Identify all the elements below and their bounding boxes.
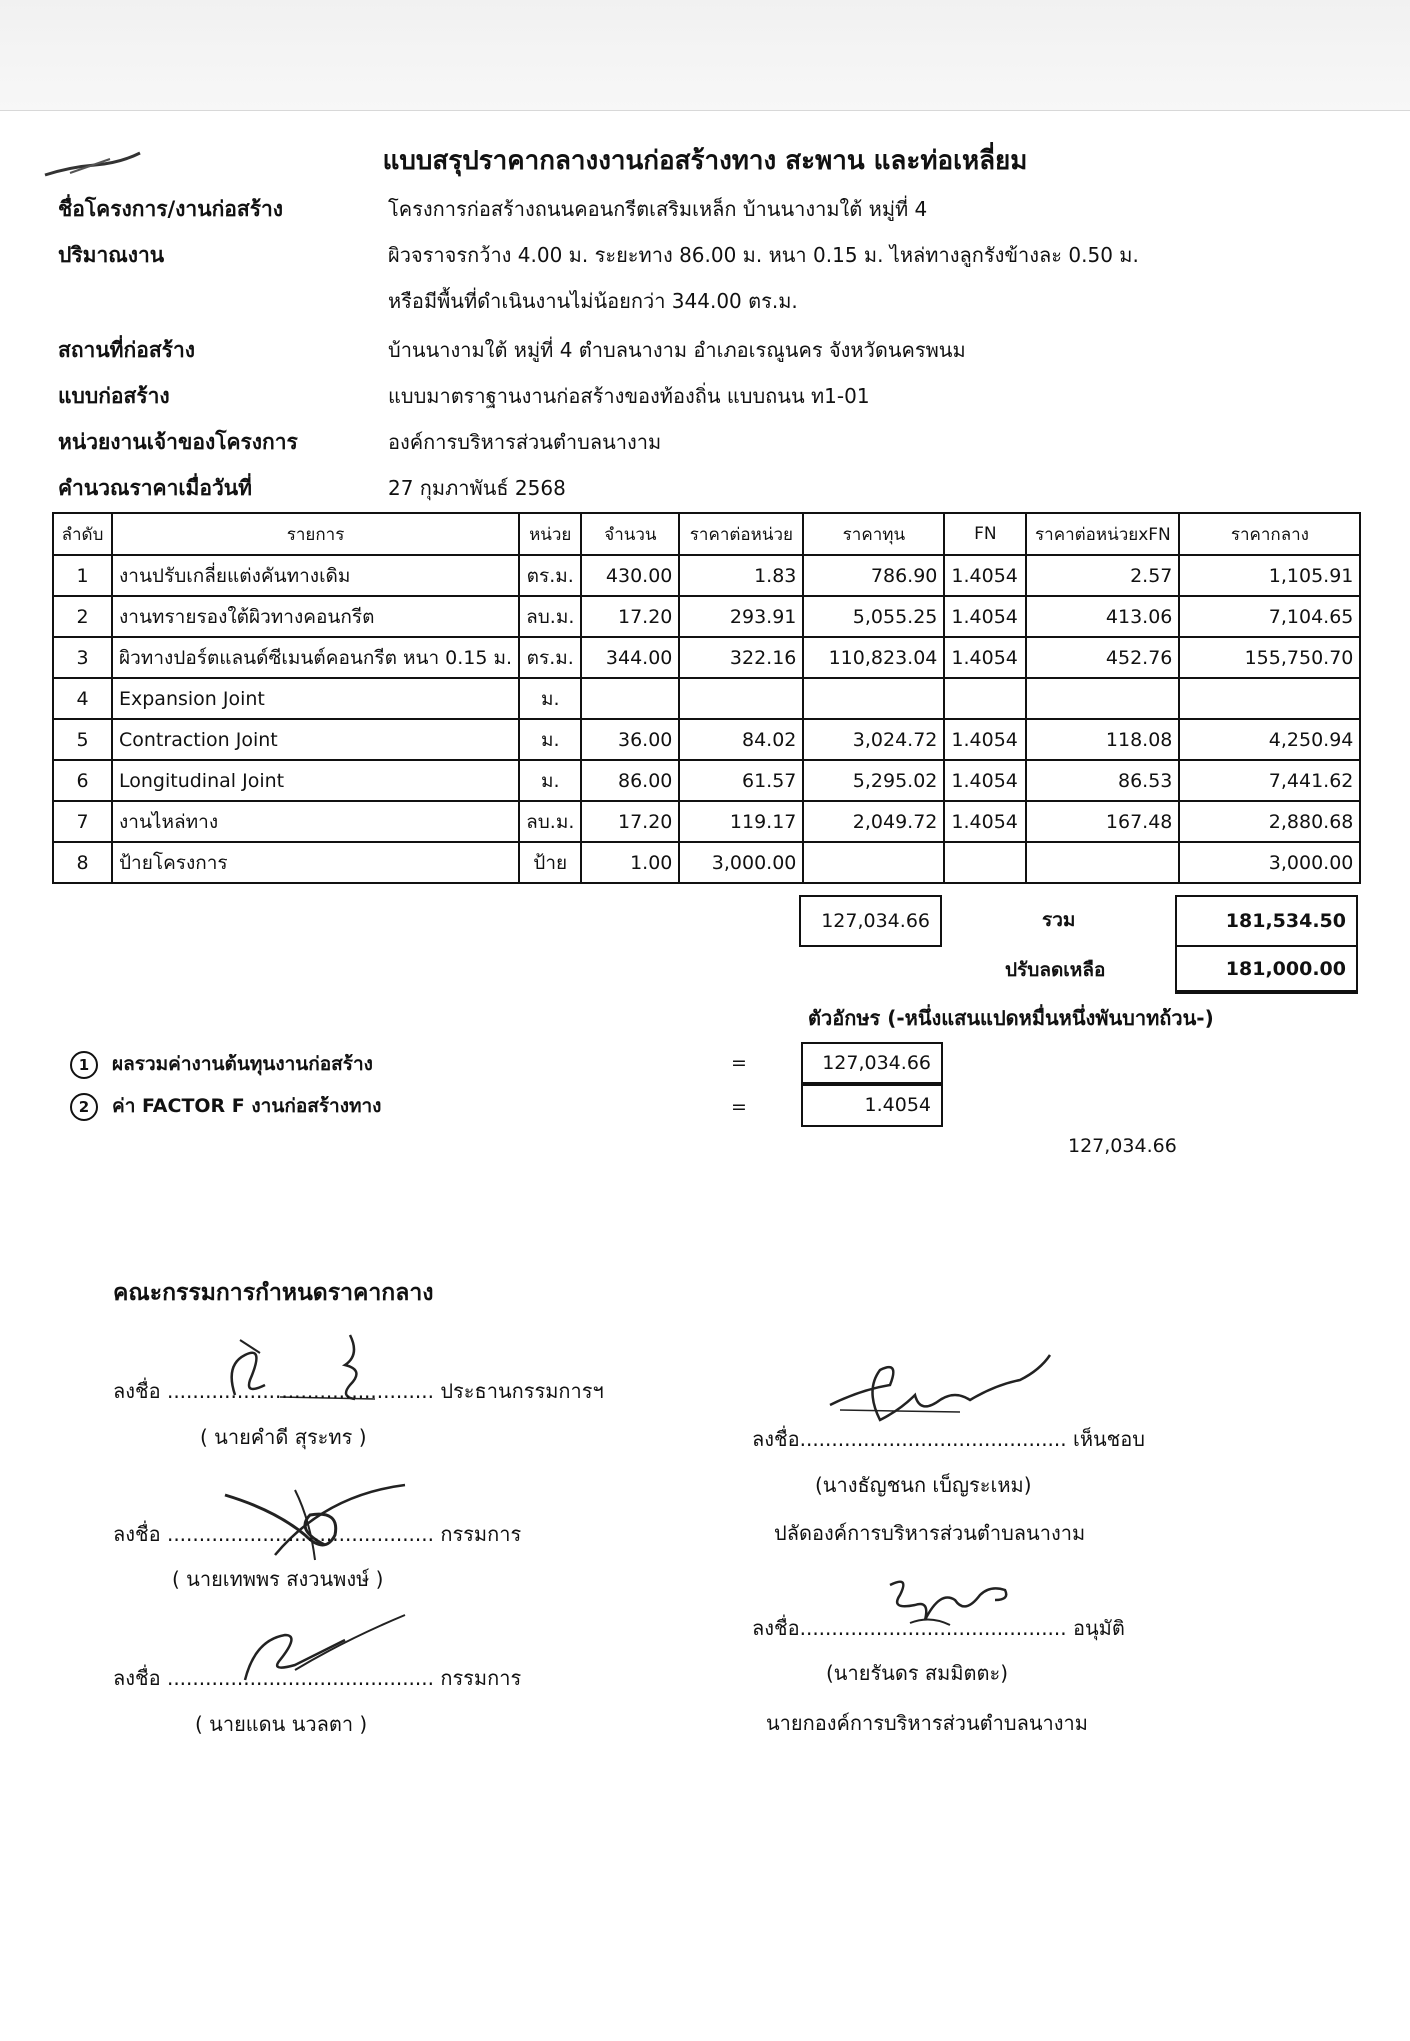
cell-cost: 5,055.25 (803, 596, 944, 637)
table-row (53, 678, 1360, 719)
amount-in-words: ตัวอักษร (-หนึ่งแสนแปดหมื่นหนึ่งพันบาทถ้วน-) (808, 1006, 1214, 1030)
cell-no: 5 (53, 719, 112, 760)
cell-fn: 1.4054 (944, 760, 1026, 801)
cell-median-price (1179, 678, 1360, 719)
number-circle-2: 2 (70, 1093, 98, 1121)
cell-cost: 786.90 (803, 555, 944, 596)
signature-name-deputy: (นางธัญชนก เบ็ญระเหม) (815, 1473, 1032, 1497)
cell-qty: 17.20 (581, 596, 679, 637)
sum-value-box: 181,534.50 (1175, 895, 1358, 947)
cell-fn: 1.4054 (944, 719, 1026, 760)
summary-label-2: ค่า FACTOR F งานก่อสร้างทาง (112, 1095, 382, 1117)
info-value-owner: องค์การบริหารส่วนตำบลนางาม (388, 430, 662, 454)
header-median-price: ราคากลาง (1179, 513, 1360, 555)
cell-unit-price-fn: 118.08 (1026, 719, 1179, 760)
info-label-location: สถานที่ก่อสร้าง (58, 338, 195, 362)
cell-unit-price: 1.83 (679, 555, 803, 596)
header-unit-price-fn: ราคาต่อหน่วยxFN (1026, 513, 1179, 555)
signature-line-mayor: ลงชื่อ.......................................... อนุมัติ (752, 1616, 1125, 1640)
info-value-project: โครงการก่อสร้างถนนคอนกรีตเสริมเหล็ก บ้านนางามใต้ หมู่ที่ 4 (388, 197, 928, 221)
cell-unit-price-fn: 413.06 (1026, 596, 1179, 637)
header-qty: จำนวน (581, 513, 679, 555)
header-unit: หน่วย (519, 513, 581, 555)
signature-deputy (820, 1350, 1060, 1430)
cell-median-price: 2,880.68 (1179, 801, 1360, 842)
cell-cost: 2,049.72 (803, 801, 944, 842)
info-value-location: บ้านนางามใต้ หมู่ที่ 4 ตำบลนางาม อำเภอเรณูนคร จังหวัดนครพนม (388, 338, 966, 362)
cell-qty: 344.00 (581, 637, 679, 678)
cell-no: 7 (53, 801, 112, 842)
info-label-project: ชื่อโครงการ/งานก่อสร้าง (58, 197, 284, 221)
cell-unit-price-fn (1026, 842, 1179, 883)
cell-unit-price-fn: 452.76 (1026, 637, 1179, 678)
summary-equals-1: = (731, 1052, 747, 1074)
signature-line-chairman: ลงชื่อ .......................................... ประธานกรรมการฯ (113, 1379, 604, 1403)
table-row (53, 760, 1360, 801)
summary-value-box-1: 127,034.66 (801, 1042, 943, 1084)
info-value-design: แบบมาตราฐานงานก่อสร้างของท้องถิ่น แบบถนน ท1-01 (388, 384, 870, 408)
extra-value: 127,034.66 (1068, 1135, 1177, 1157)
cell-item: งานไหล่ทาง (112, 801, 519, 842)
cell-unit-price-fn (1026, 678, 1179, 719)
cell-item: ผิวทางปอร์ตแลนด์ซีเมนต์คอนกรีต หนา 0.15 ม. (112, 637, 519, 678)
cell-fn: 1.4054 (944, 555, 1026, 596)
cell-unit: ลบ.ม. (519, 596, 581, 637)
cell-item: งานทรายรองใต้ผิวทางคอนกรีต (112, 596, 519, 637)
cell-unit: ตร.ม. (519, 637, 581, 678)
info-label-owner: หน่วยงานเจ้าของโครงการ (58, 430, 298, 454)
sum-label: รวม (1042, 909, 1076, 931)
signature-name-member-1: ( นายเทพพร สงวนพงษ์ ) (172, 1567, 384, 1591)
signature-line-member-2: ลงชื่อ .......................................... กรรมการ (113, 1666, 522, 1690)
cell-median-price: 3,000.00 (1179, 842, 1360, 883)
cell-unit-price: 322.16 (679, 637, 803, 678)
cell-qty: 430.00 (581, 555, 679, 596)
summary-equals-2: = (731, 1096, 747, 1118)
cell-unit-price-fn: 86.53 (1026, 760, 1179, 801)
cell-no: 1 (53, 555, 112, 596)
cell-no: 2 (53, 596, 112, 637)
header-cost: ราคาทุน (803, 513, 944, 555)
cell-median-price: 7,104.65 (1179, 596, 1360, 637)
header-unit-price: ราคาต่อหน่วย (679, 513, 803, 555)
cell-fn: 1.4054 (944, 801, 1026, 842)
cell-fn: 1.4054 (944, 637, 1026, 678)
cell-unit-price: 84.02 (679, 719, 803, 760)
cell-unit-price-fn: 167.48 (1026, 801, 1179, 842)
signature-name-mayor: (นายรันดร สมมิตตะ) (826, 1661, 1009, 1685)
cell-unit: ม. (519, 719, 581, 760)
info-label-date: คำนวณราคาเมื่อวันที่ (58, 476, 253, 500)
info-value-area: หรือมีพื้นที่ดำเนินงานไม่น้อยกว่า 344.00 ตร.ม. (388, 289, 798, 313)
cell-item: ป้ายโครงการ (112, 842, 519, 883)
signature-line-deputy: ลงชื่อ.......................................... เห็นชอบ (752, 1427, 1145, 1451)
header-item: รายการ (112, 513, 519, 555)
cell-cost: 3,024.72 (803, 719, 944, 760)
cell-cost (803, 678, 944, 719)
cell-cost: 110,823.04 (803, 637, 944, 678)
cell-unit-price: 293.91 (679, 596, 803, 637)
cell-fn (944, 842, 1026, 883)
signature-position-deputy: ปลัดองค์การบริหารส่วนตำบลนางาม (774, 1521, 1086, 1545)
summary-label-1: ผลรวมค่างานต้นทุนงานก่อสร้าง (112, 1053, 373, 1075)
signature-name-chairman: ( นายคำดี สุระทร ) (200, 1425, 367, 1449)
cell-item: Expansion Joint (112, 678, 519, 719)
cell-unit: ม. (519, 678, 581, 719)
cell-qty: 17.20 (581, 801, 679, 842)
info-label-quantity: ปริมาณงาน (58, 243, 165, 267)
cell-item: Contraction Joint (112, 719, 519, 760)
cell-unit: ป้าย (519, 842, 581, 883)
table-row (53, 719, 1360, 760)
committee-title: คณะกรรมการกำหนดราคากลาง (113, 1280, 434, 1306)
cell-cost (803, 842, 944, 883)
cell-unit: ม. (519, 760, 581, 801)
signature-line-member-1: ลงชื่อ .......................................... กรรมการ (113, 1522, 522, 1546)
cell-median-price: 1,105.91 (1179, 555, 1360, 596)
cell-unit-price: 119.17 (679, 801, 803, 842)
cell-unit-price (679, 678, 803, 719)
cell-no: 8 (53, 842, 112, 883)
header-fn: FN (944, 513, 1026, 555)
cell-fn (944, 678, 1026, 719)
cell-median-price: 155,750.70 (1179, 637, 1360, 678)
cell-no: 3 (53, 637, 112, 678)
cell-qty: 36.00 (581, 719, 679, 760)
table-row (53, 801, 1360, 842)
cell-unit-price-fn: 2.57 (1026, 555, 1179, 596)
info-value-date: 27 กุมภาพันธ์ 2568 (388, 476, 566, 500)
cell-median-price: 7,441.62 (1179, 760, 1360, 801)
number-circle-1: 1 (70, 1051, 98, 1079)
info-value-quantity: ผิวจราจรกว้าง 4.00 ม. ระยะทาง 86.00 ม. หนา 0.15 ม. ไหล่ทางลูกรังข้างละ 0.50 ม. (388, 243, 1139, 267)
summary-line-2 (70, 1091, 381, 1121)
cell-no: 6 (53, 760, 112, 801)
cell-item: งานปรับเกลี่ยแต่งคันทางเดิม (112, 555, 519, 596)
cell-item: Longitudinal Joint (112, 760, 519, 801)
cell-no: 4 (53, 678, 112, 719)
table-row (53, 637, 1360, 678)
summary-line-1 (70, 1049, 373, 1079)
rounded-label: ปรับลดเหลือ (1005, 959, 1106, 981)
cell-cost: 5,295.02 (803, 760, 944, 801)
cost-total-box: 127,034.66 (799, 895, 942, 947)
table-row (53, 596, 1360, 637)
cell-unit-price: 61.57 (679, 760, 803, 801)
signature-name-member-2: ( นายแดน นวลตา ) (195, 1712, 368, 1736)
page-title: แบบสรุปราคากลางงานก่อสร้างทาง สะพาน และท่อเหลี่ยม (382, 146, 1028, 176)
cell-unit-price: 3,000.00 (679, 842, 803, 883)
header-no: ลำดับ (53, 513, 112, 555)
rounded-value-box: 181,000.00 (1175, 945, 1358, 994)
cell-unit: ลบ.ม. (519, 801, 581, 842)
cost-table (52, 512, 1361, 884)
signature-position-mayor: นายกองค์การบริหารส่วนตำบลนางาม (766, 1711, 1088, 1735)
table-header-row (53, 513, 1360, 555)
cell-qty: 86.00 (581, 760, 679, 801)
cell-unit: ตร.ม. (519, 555, 581, 596)
info-label-design: แบบก่อสร้าง (58, 384, 170, 408)
table-row (53, 555, 1360, 596)
cell-fn: 1.4054 (944, 596, 1026, 637)
scan-background-top (0, 0, 1410, 111)
table-row (53, 842, 1360, 883)
cell-median-price: 4,250.94 (1179, 719, 1360, 760)
cell-qty: 1.00 (581, 842, 679, 883)
summary-value-box-2: 1.4054 (801, 1084, 943, 1127)
cell-qty (581, 678, 679, 719)
